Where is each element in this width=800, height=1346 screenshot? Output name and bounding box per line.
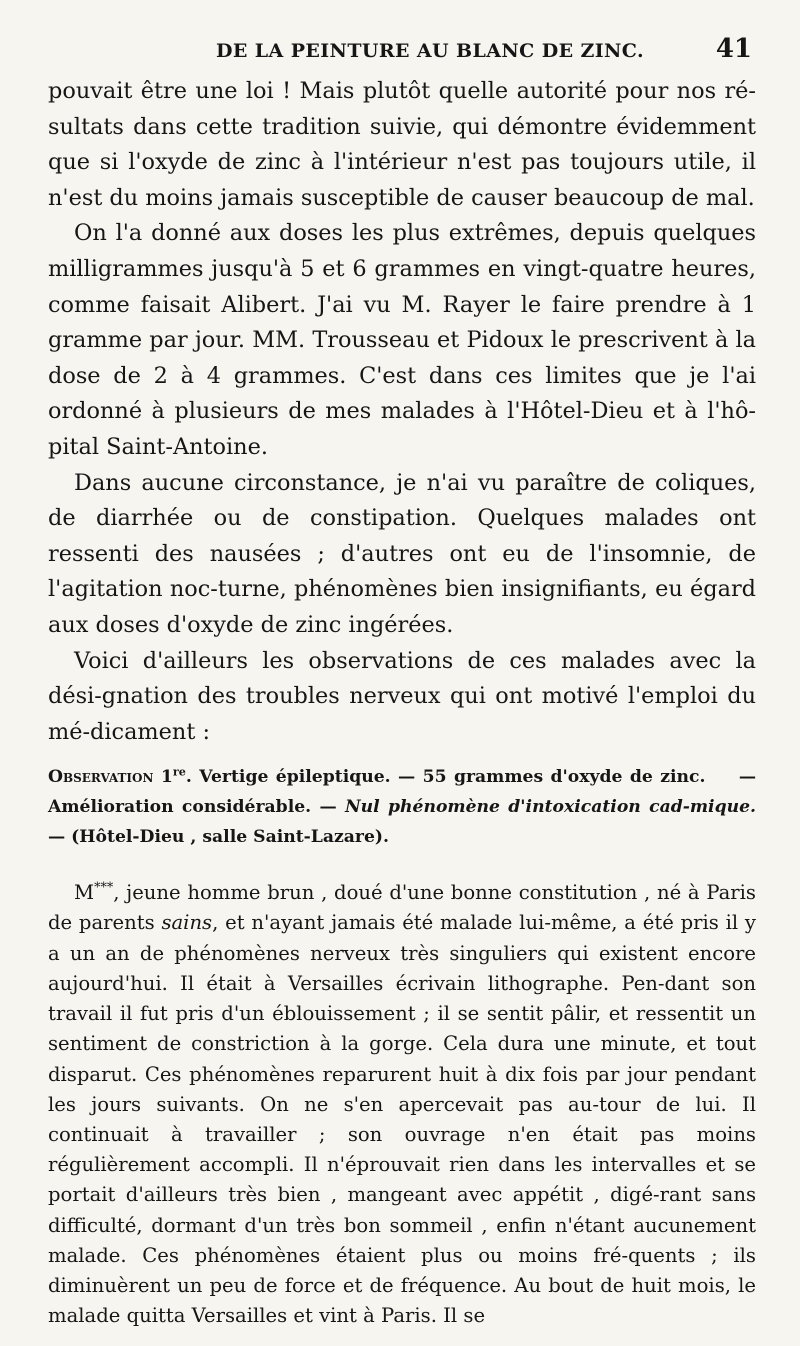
paragraph-4: Voici d'ailleurs les observations de ces malades avec la dési-gnation des troubles nerveux qui ont motivé l'emploi du mé-dicament : bbox=[48, 647, 756, 745]
case-text-before: , jeune homme brun , doué d'une bonne constitution , né à Paris de parents bbox=[48, 881, 756, 935]
paragraph-1: pouvait être une loi ! Mais plutôt quelle autorité pour nos ré-sultats dans cette tradition suivie, qui démontre évidemment que si l'oxyde de zinc à l'intérieur n'est pas toujours utile, il n'est du moins jamais susceptible de causer beaucoup de mal. bbox=[48, 78, 756, 211]
case-patient-sup: *** bbox=[94, 880, 114, 896]
paragraph-3: Dans aucune circonstance, je n'ai vu paraître de coliques, de diarrhée ou de constipation. Quelques malades ont ressenti des nausées ; d'autres ont eu de l'insomnie, de l'agitation noc-turne, phénomènes bien insignifiants, eu égard aux doses d'oxyde de zinc ingérées. bbox=[48, 469, 756, 638]
observation-result: — Amélioration considérable. — bbox=[48, 767, 757, 818]
case-text-after: , et n'ayant jamais été malade lui-même, a été pris il y a un an de phénomènes nerveux très singuliers qui existent encore aujourd'hui. Il était à Versailles écrivain lithographe. Pen-dant son travail il fut pris d'un éblouissement ; il se sentit pâlir, et ressentit un sentiment de constriction à la gorge. Cela dura une minute, et tout disparut. Ces phénomènes reparurent huit à dix fois par jour pendant les jours suivants. On ne s'en apercevait pas au-tour de lui. Il continuait à travailler ; son ouvrage n'en était pas moins régulièrement accompli. Il n'éprouvait rien dans les intervalles et se portait d'ailleurs très bien , mangeant avec appétit , digé-rant sans difficulté, dormant d'un très bon sommeil , enfin n'étant aucunement malade. Ces phénomènes étaient plus ou moins fré-quents ; ils diminuèrent un peu de force et de fréquence. Au bout de huit mois, le malade quitta Versailles et vint à Paris. Il se bbox=[48, 911, 756, 1328]
observation-title: . Vertige épileptique. — 55 grammes d'oxyde de zinc. bbox=[185, 767, 706, 788]
running-title: DE LA PEINTURE AU BLANC DE ZINC. bbox=[216, 40, 644, 62]
observation-heading bbox=[48, 762, 756, 852]
page-number: 41 bbox=[715, 34, 752, 64]
case-paragraph bbox=[48, 878, 756, 1331]
running-head bbox=[48, 34, 756, 74]
observation-number: 1 bbox=[160, 767, 173, 788]
observation-location: — (Hôtel-Dieu , salle Saint-Lazare). bbox=[48, 827, 390, 848]
case-italic-word: sains bbox=[161, 911, 213, 935]
case-patient: M bbox=[74, 881, 95, 905]
paragraph-2: On l'a donné aux doses les plus extrêmes, depuis quelques milligrammes jusqu'à 5 et 6 grammes en vingt-quatre heures, comme faisait Alibert. J'ai vu M. Rayer le faire prendre à 1 gramme par jour. MM. Trousseau et Pidoux le prescrivent à la dose de 2 à 4 grammes. C'est dans ces limites que je l'ai ordonné à plusieurs de mes malades à l'Hôtel-Dieu et à l'hô-pital Saint-Antoine. bbox=[48, 220, 756, 460]
observation-number-sup: re bbox=[172, 765, 186, 779]
observation-note: Nul phénomène d'intoxication cad-mique. bbox=[344, 797, 757, 818]
observation-label: Observation bbox=[48, 767, 154, 788]
